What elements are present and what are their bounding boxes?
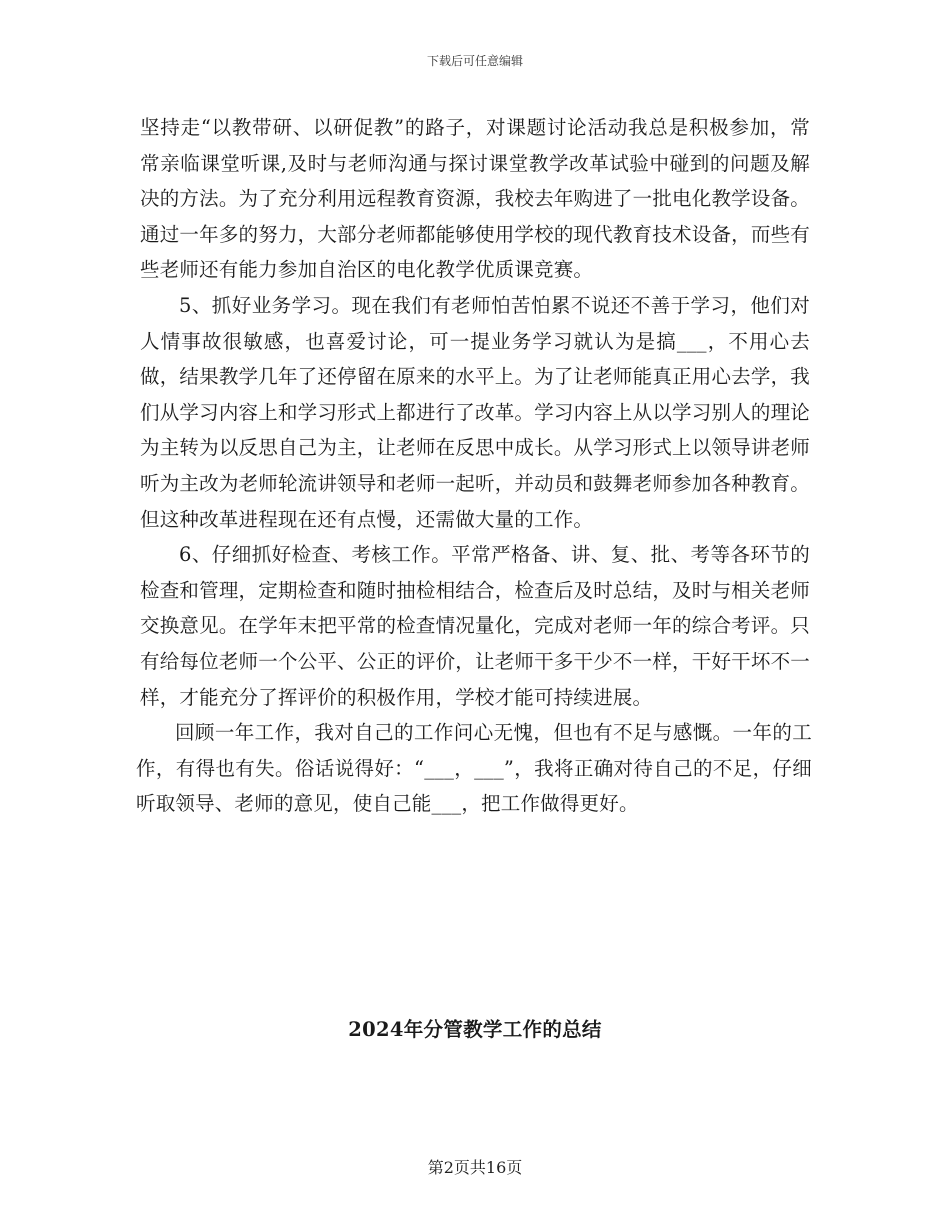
section-title: 2024年分管教学工作的总结 [348,1018,602,1041]
page-header: 下载后可任意编辑 [426,54,523,68]
paragraph-teaching-research: 坚持走“以教带研、以研促教”的路子，对课题讨论活动我总是积极参加，常常亲临课堂听课,及时与老师沟通与探讨课堂教学改革试验中碰到的问题及解决的方法。为了充分利用远程教育资源，我校去年购进了一批电化教学设备。通过一年多的努力，大部分老师都能够使用学校的现代教育技术设备，而些有些老师还有能力参加自治区的电化教学优质课竞赛。 [140,116,810,282]
paragraph-inspection-assessment: 6、仔细抓好检查、考核工作。平常严格备、讲、复、批、考等各环节的检查和管理，定期检查和随时抽检相结合，检查后及时总结，及时与相关老师交换意见。在学年末把平常的检查情况量化，完成对老师一年的综合考评。只有给每位老师一个公平、公正的评价，让老师干多干少不一样，干好干坏不一样，才能充分了挥评价的积极作用，学校才能可持续进展。 [140,543,810,709]
page-number: 第2页共16页 [427,1158,523,1177]
paragraph-business-study: 5、抓好业务学习。现在我们有老师怕苦怕累不说还不善于学习，他们对人情事故很敏感，也喜爱讨论，可一提业务学习就认为是搞___，不用心去做，结果教学几年了还停留在原来的水平上。为了让老师能真正用心去学，我们从学习内容上和学习形式上都进行了改革。学习内容上从以学习别人的理论为主转为以反思自己为主，让老师在反思中成长。从学习形式上以领导讲老师听为主改为老师轮流讲领导和老师一起听，并动员和鼓舞老师参加各种教育。但这种改革进程现在还有点慢，还需做大量的工作。 [140,293,810,531]
document-body [136,110,812,822]
paragraph-year-review: 回顾一年工作，我对自己的工作问心无愧，但也有不足与感慨。一年的工作，有得也有失。俗话说得好：“___，___”，我将正确对待自己的不足，仔细听取领导、老师的意见，使自己能___，把工作做得更好。 [136,721,812,816]
